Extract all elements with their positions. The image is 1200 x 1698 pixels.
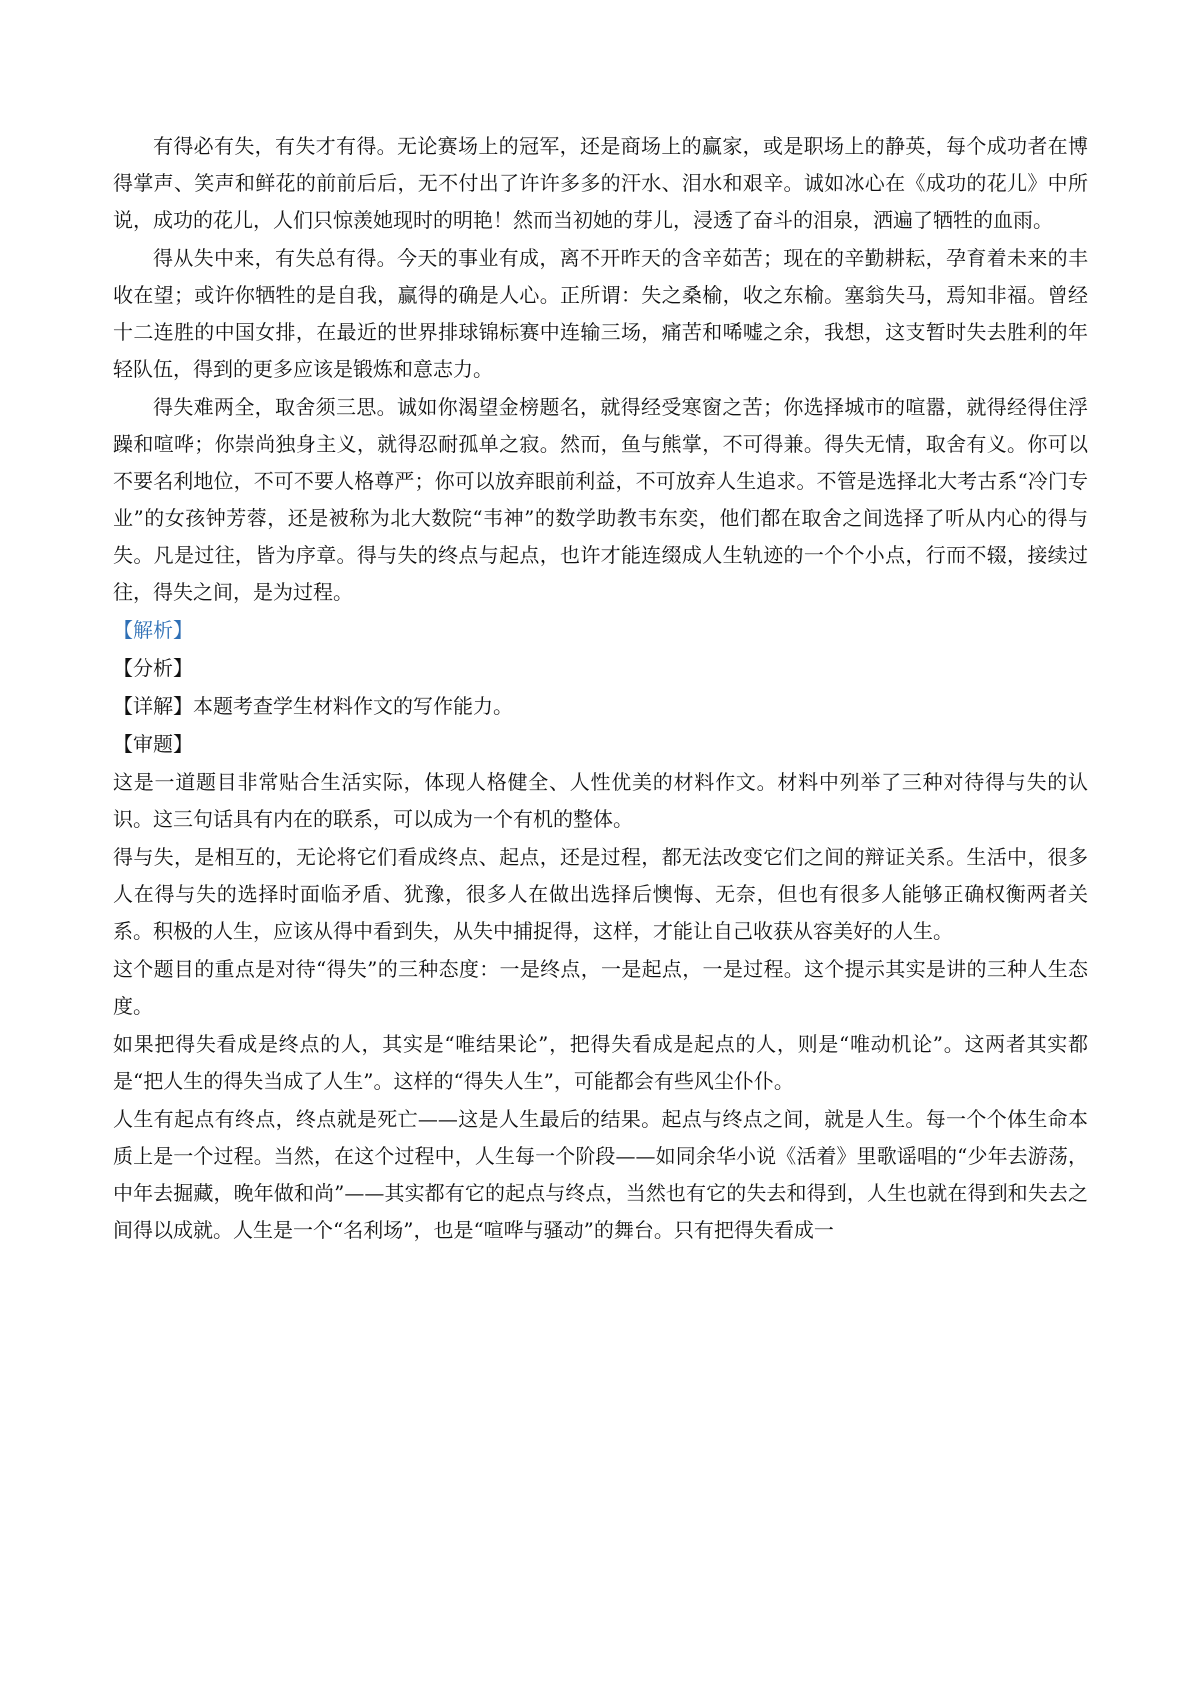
document-body [113, 128, 1088, 1250]
analysis-paragraph-5: 人生有起点有终点，终点就是死亡——这是人生最后的结果。起点与终点之间，就是人生。每一个个体生命本质上是一个过程。当然，在这个过程中，人生每一个阶段——如同余华小说《活着》里歌谣唱的“少年去游荡，中年去掘藏，晚年做和尚”——其实都有它的起点与终点，当然也有它的失去和得到，人生也就在得到和失去之间得以成就。人生是一个“名利场”，也是“喧哗与骚动”的舞台。只有把得失看成一 [113, 1107, 1088, 1242]
essay-paragraph-3: 得失难两全，取舍须三思。诚如你渴望金榜题名，就得经受寒窗之苦；你选择城市的喧嚣，就得经得住浮躁和喧哗；你崇尚独身主义，就得忍耐孤单之寂。然而，鱼与熊掌，不可得兼。得失无情，取舍有义。你可以不要名利地位，不可不要人格尊严；你可以放弃眼前利益，不可放弃人生追求。不管是选择北大考古系“冷门专业”的女孩钟芳蓉，还是被称为北大数院“韦神”的数学助教韦东奕，他们都在取舍之间选择了听从内心的得与失。凡是过往，皆为序章。得与失的终点与起点，也许才能连缀成人生轨迹的一个个小点，行而不辍，接续过往，得失之间，是为过程。 [113, 395, 1088, 604]
analysis-paragraph-4: 如果把得失看成是终点的人，其实是“唯结果论”，把得失看成是起点的人，则是“唯动机论”。这两者其实都是“把人生的得失当成了人生”。这样的“得失人生”，可能都会有些风尘仆仆。 [113, 1032, 1088, 1093]
detail-line: 【详解】本题考查学生材料作文的写作能力。 [113, 694, 513, 718]
essay-paragraph-2: 得从失中来，有失总有得。今天的事业有成，离不开昨天的含辛茹苦；现在的辛勤耕耘，孕育着未来的丰收在望；或许你牺牲的是自我，赢得的确是人心。正所谓：失之桑榆，收之东榆。塞翁失马，焉知非福。曾经十二连胜的中国女排，在最近的世界排球锦标赛中连输三场，痛苦和唏嘘之余，我想，这支暂时失去胜利的年轻队伍，得到的更多应该是锻炼和意志力。 [113, 246, 1088, 381]
analysis-paragraph-1: 这是一道题目非常贴合生活实际，体现人格健全、人性优美的材料作文。材料中列举了三种对待得与失的认识。这三句话具有内在的联系，可以成为一个有机的整体。 [113, 770, 1088, 831]
analysis-paragraph-2: 得与失，是相互的，无论将它们看成终点、起点，还是过程，都无法改变它们之间的辩证关系。生活中，很多人在得与失的选择时面临矛盾、犹豫，很多人在做出选择后懊悔、无奈，但也有很多人能够正确权衡两者关系。积极的人生，应该从得中看到失，从失中捕捉得，这样，才能让自己收获从容美好的人生。 [113, 845, 1088, 943]
essay-paragraph-1: 有得必有失，有失才有得。无论赛场上的冠军，还是商场上的赢家，或是职场上的静英，每个成功者在博得掌声、笑声和鲜花的前前后后，无不付出了许许多多的汗水、泪水和艰辛。诚如冰心在《成功的花儿》中所说，成功的花儿，人们只惊羡她现时的明艳！然而当初她的芽儿，浸透了奋斗的泪泉，洒遍了牺牲的血雨。 [113, 134, 1088, 232]
analysis-paragraph-3: 这个题目的重点是对待“得失”的三种态度：一是终点，一是起点，一是过程。这个提示其实是讲的三种人生态度。 [113, 957, 1088, 1018]
analysis-heading: 【解析】 [113, 618, 193, 642]
shenti-heading: 【审题】 [113, 732, 193, 756]
fenxi-heading: 【分析】 [113, 656, 193, 680]
